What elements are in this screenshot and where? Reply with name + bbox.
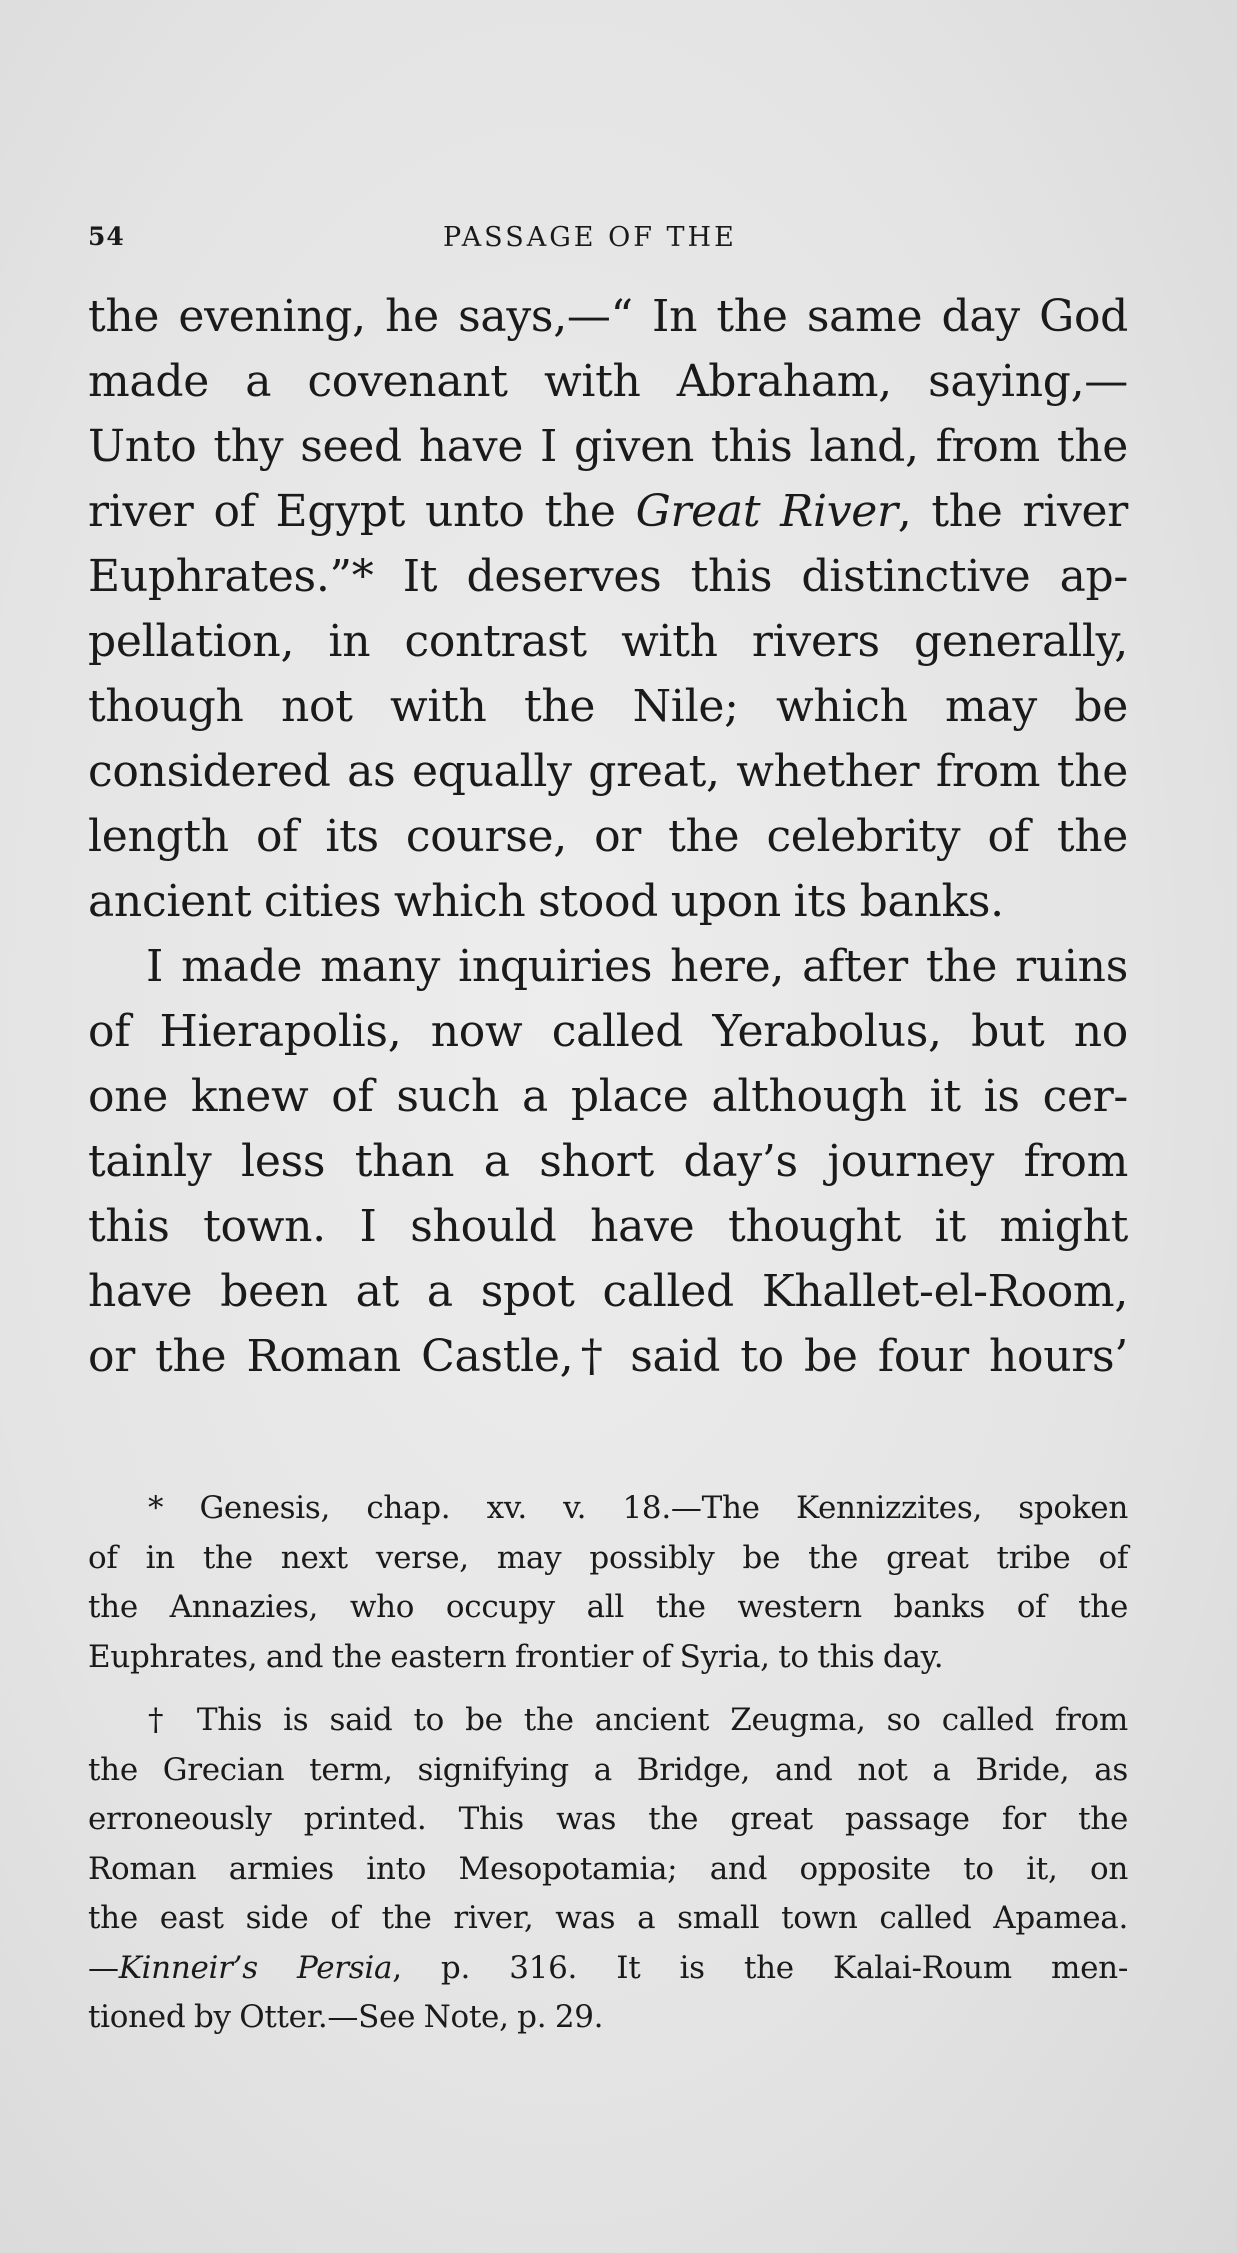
text-segment: , the river	[897, 486, 1128, 537]
text-line: Euphrates.”* It deserves this distinctive ap-	[88, 551, 1128, 602]
text-line: or the Roman Castle,† said to be four hours’	[88, 1331, 1128, 1382]
text-segment: , p. 316. It is the Kalai-Roum men-	[392, 1949, 1128, 1986]
text-line: pellation, in contrast with rivers generally,	[88, 616, 1128, 667]
text-line: the evening, he says,—“ In the same day God	[88, 291, 1128, 342]
text-line: length of its course, or the celebrity of the	[88, 811, 1128, 862]
footnote-line: * Genesis, chap. xv. v. 18.—The Kennizzites, spoken	[148, 1490, 1128, 1526]
footnote-line	[88, 1944, 1128, 1994]
footnote-line: Roman armies into Mesopotamia; and opposite to it, on	[88, 1850, 1128, 1887]
running-head: PASSAGE OF THE	[443, 222, 737, 253]
page-number: 54	[88, 222, 125, 251]
footnotes	[88, 1484, 1128, 2043]
text-line: considered as equally great, whether from the	[88, 746, 1128, 797]
text-line: though not with the Nile; which may be	[88, 681, 1128, 732]
footnote-gap	[88, 1682, 1128, 1696]
text-line: tainly less than a short day’s journey from	[88, 1136, 1128, 1187]
footnote-line: † This is said to be the ancient Zeugma, so called from	[148, 1702, 1128, 1738]
text-segment: river of Egypt unto the	[88, 486, 636, 537]
text-line	[88, 479, 1128, 544]
italic-citation: Kinneir’s Persia	[118, 1949, 393, 1986]
text-line: of Hierapolis, now called Yerabolus, but no	[88, 1006, 1128, 1057]
text-segment: —	[88, 1949, 119, 1986]
footnote-line: the Grecian term, signifying a Bridge, and not a Bride, as	[88, 1751, 1128, 1788]
footnote-line: Euphrates, and the eastern frontier of Syria, to this day.	[88, 1638, 944, 1675]
text-line: this town. I should have thought it might	[88, 1201, 1128, 1252]
text-line: Unto thy seed have I given this land, from the	[88, 421, 1128, 472]
footnote-line: the east side of the river, was a small town called Apamea.	[88, 1900, 1128, 1936]
footnote-line: tioned by Otter.—See Note, p. 29.	[88, 1999, 604, 2035]
page-header	[88, 222, 1118, 262]
italic-river-name: Great River	[635, 486, 898, 537]
text-line: I made many inquiries here, after the ruins	[146, 941, 1128, 992]
main-text	[88, 284, 1128, 1389]
footnote-line: erroneously printed. This was the great passage for the	[88, 1801, 1128, 1837]
text-line: ancient cities which stood upon its banks.	[88, 876, 1004, 927]
footnote-line: of in the next verse, may possibly be the great tribe of	[88, 1539, 1128, 1576]
text-line: made a covenant with Abraham, saying,—	[88, 356, 1128, 407]
footnote-line: the Annazies, who occupy all the western banks of the	[88, 1589, 1128, 1625]
text-line: one knew of such a place although it is cer-	[88, 1071, 1128, 1122]
text-line: have been at a spot called Khallet-el-Room,	[88, 1266, 1128, 1317]
